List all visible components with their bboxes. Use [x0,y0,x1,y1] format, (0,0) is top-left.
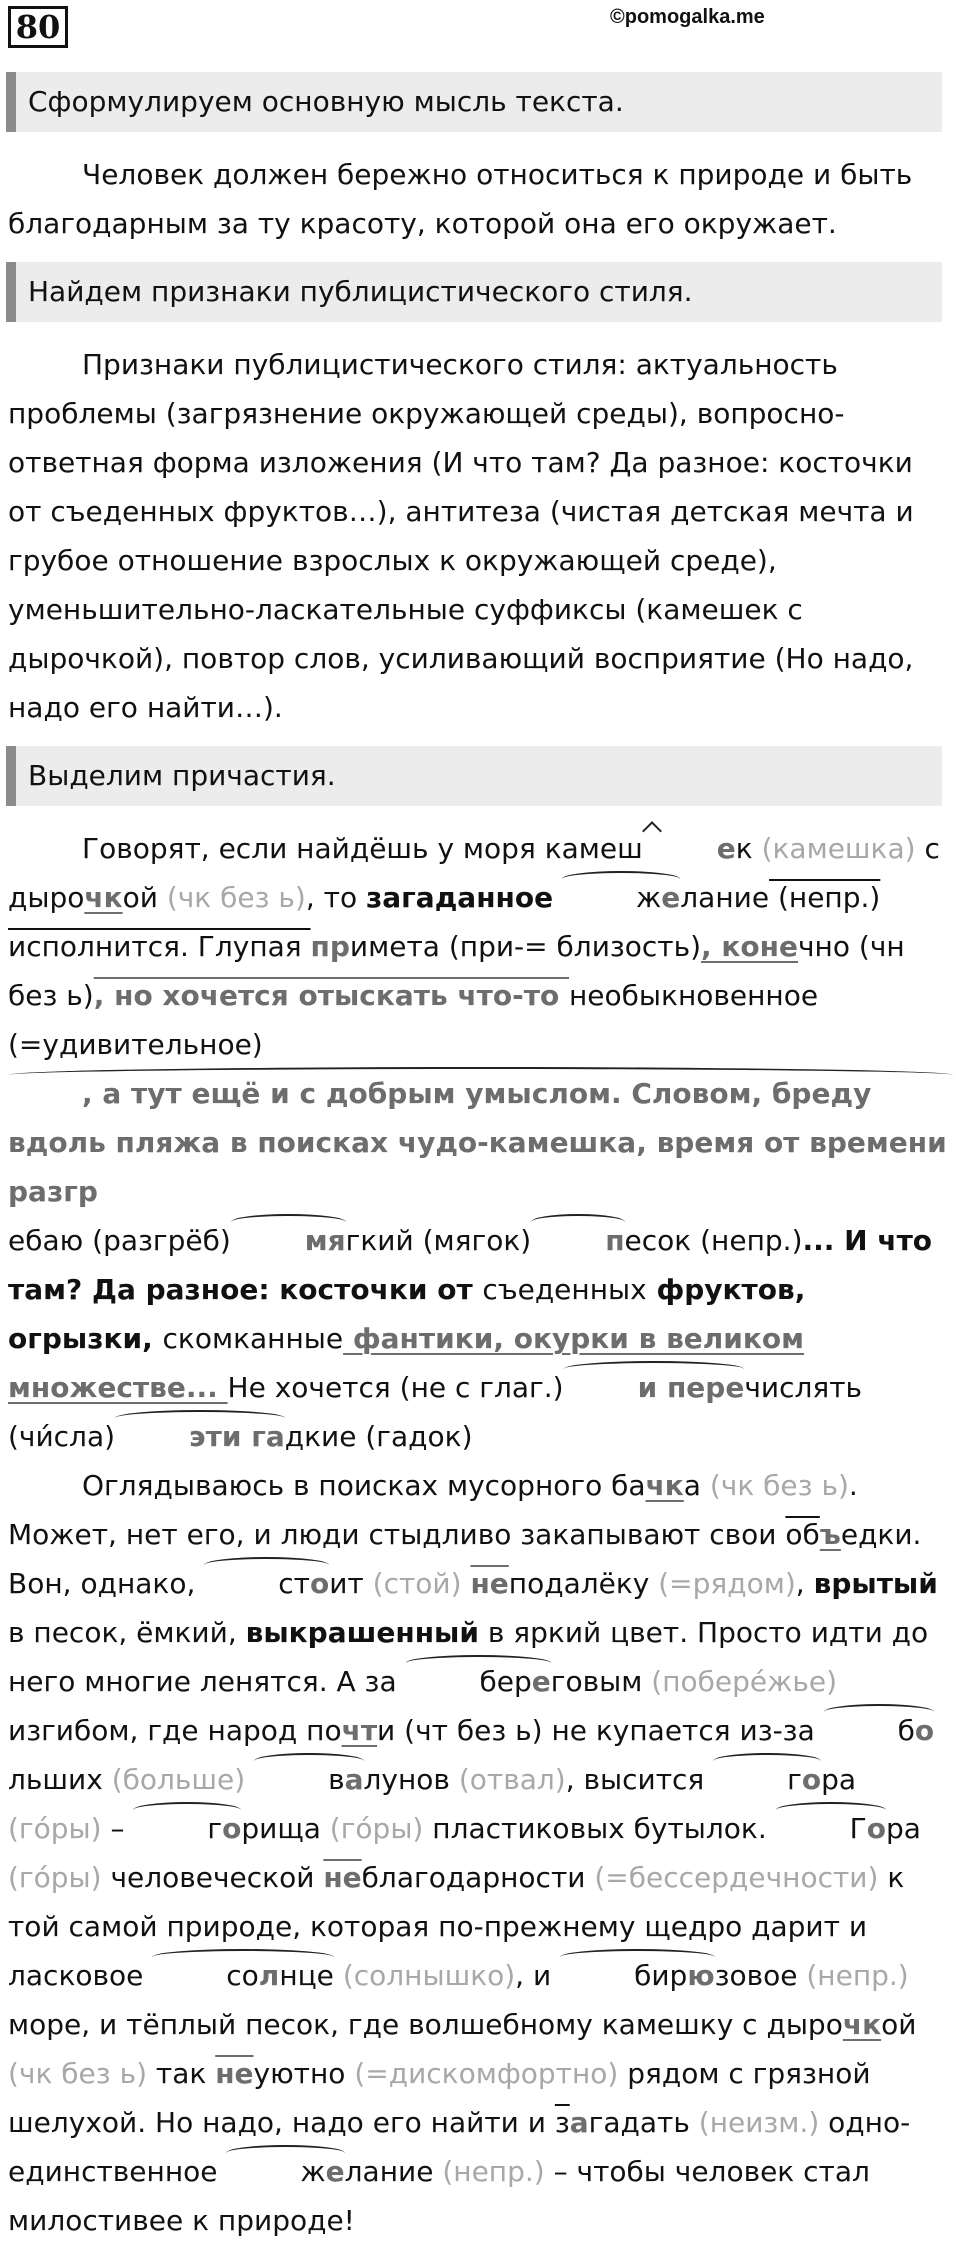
grammar-note: (чк без ь) [8,2057,147,2090]
grammar-note: (солнышко) [342,1959,516,1992]
marked-suffix: чк [84,881,123,914]
root-arc: бирю [560,1951,714,2000]
grammar-note: (го́ры) [329,1812,424,1845]
grammar-note: (непр.) [442,2155,545,2188]
grammar-note: (непр.) [806,1959,909,1992]
text-fragment: – чтобы человек стал милостивее к природе! [8,2155,870,2237]
marked-letter: о [866,1812,886,1845]
marked-prefix: не [215,2057,254,2090]
text-fragment: ра [885,1812,921,1845]
marked-letter: мя [304,1224,346,1257]
participle: ... И что там? Да разное: косточки от [8,1224,933,1306]
site-watermark: ©pomogalka.me [610,6,765,28]
text-fragment: в песок, ёмкий, [8,1616,246,1649]
text-fragment: в яркий цвет. Просто идти до него многие ленятся. А за [8,1616,929,1698]
text-fragment: . Может, нет его, и люди стыдливо закапывают свои [8,1469,858,1551]
text-fragment: е [624,1224,642,1257]
participle: фруктов, огрызки, [8,1273,806,1355]
text-fragment: лание [344,2155,434,2188]
marked-prefix: , но хочется отыскать что-то [93,979,569,1012]
marked-letter: ъ [819,1518,841,1551]
text-fragment: едки [840,1518,913,1551]
marked-letter: е [531,1665,551,1698]
root-arc: же [562,873,680,922]
text-fragment: Оглядываюсь в поисках мусорного ба [82,1469,646,1502]
page-number: 80 [8,6,68,48]
grammar-note: (го́ры) [8,1812,102,1845]
marked-prefix: не [323,1861,362,1894]
grammar-note: (больше) [111,1763,246,1796]
marked-suffix: , коне [701,930,799,963]
style-features-text: Признаки публицистического стиля: актуальность проблемы (загрязнение окружающей среды), вопросно-ответная форма изложения (И что там? Да разное: косточки от съеденных фруктов…), антитеза (чистая детская мечта и грубое отношение взрослых к окружающей среде), уменьшительно-ласкательные суффиксы (камешек с дырочкой), повтор слов, усиливающий восприятие (Но надо, надо его найти…). [8,348,914,724]
text-fragment: ра [821,1763,857,1796]
marked-particle: фантики, окурки в великом множестве... [8,1322,805,1404]
text-fragment: рядом с грязной шелухой. Но надо, надо его найти и [8,2057,871,2139]
text-fragment: ой [881,2008,917,2041]
marked-letter: ю [687,1959,715,1992]
text-fragment: (не с глаг.) [399,1371,564,1404]
analysis-paragraph-2 [0,1461,960,2245]
root-arc: же [226,2147,344,2196]
section-heading-style-features: Найдем признаки публицистического стиля. [6,262,942,322]
text-fragment: человеческой [101,1861,324,1894]
root-arc: го [713,1755,821,1804]
marked-letter: а [344,1763,364,1796]
root-arc: бо [824,1706,935,1755]
text-fragment: Говорят, если найдёшь у моря камеш [82,832,643,865]
text-fragment: пластиковых бутылок. [423,1812,776,1845]
root-arc: го [133,1804,241,1853]
marked-letter: и пере [564,1363,745,1412]
grammar-note [440,930,449,963]
text-fragment: зовое [714,1959,798,1992]
marked-letter: пр [310,930,350,963]
participle: выкрашенный [245,1616,479,1649]
marked-letter: е [643,824,736,873]
root-arc: сто [204,1559,329,1608]
text-fragment: льших [8,1763,103,1796]
marked-letter: о [309,1567,330,1600]
grammar-note [391,1371,400,1404]
text-fragment: а [683,1469,701,1502]
text-fragment: к [735,832,753,865]
text-fragment: ой [122,881,158,914]
section-heading-main-idea: Сформулируем основную мысль текста. [6,72,942,132]
text-fragment: (чн без ь) [8,930,905,1012]
text-fragment: гадать [588,2106,690,2139]
text-fragment: лание [680,881,770,914]
text-fragment: с дыро [8,832,940,914]
marked-prefix: не [470,1567,509,1600]
grammar-note [850,930,859,963]
marked-letter: , а тут ещё и с добрым умыслом. Словом, бреду вдоль пляжа в поисках чудо-камешка, время от времени разгр [8,1069,954,1216]
grammar-note: (отвал) [458,1763,566,1796]
marked-letter: л [258,1959,280,1992]
root-arc: солнце [152,1951,334,2000]
text-fragment: , и [515,1959,561,1992]
text-fragment: к той самой природе, которая по-прежнему щедро дарит и ласковое [8,1861,905,1992]
text-fragment: (при-= близость) [448,930,702,963]
grammar-note: (=бессердечности) [594,1861,879,1894]
marked-suffix: чк [842,2008,882,2041]
text-fragment: уютно [253,2057,346,2090]
page-header [0,0,960,60]
text-fragment: благодарности [361,1861,586,1894]
section-heading-participles: Выделим причастия. [6,746,942,806]
marked-letter: эти га [115,1412,285,1461]
marked-letter: о [222,1812,242,1845]
text-fragment: . Вон, однако, [8,1518,922,1600]
grammar-note: (=дискомфортно) [354,2057,619,2090]
text-fragment: одно-единственное [8,2106,911,2188]
text-fragment: (непр.) [700,1224,803,1257]
text-fragment: съеденных [482,1273,647,1306]
grammar-note: (чк без ь) [709,1469,849,1502]
analysis-paragraph-1: Говорят, если найдёшь у моря камеш ек (камешка) с дырочкой (чк без ь), то загаданное желание (непр.) исполнится. Глупая примета (при-= близость), конечно (чн без ь), но хочется отыскать что-то необыкновенное (=удивительное), а тут ещё и с добрым умыслом. Словом, бреду вдоль пляжа в поисках чудо-камешка, время от времени разгребаю (разгрёб) мягкий (мягок) песок (непр.)... И что там? Да разное: косточки от съеденных фруктов, огрызки, скомканные фантики, окурки в великом множестве... Не хочется (не с глаг.) и перечислять (чи́сла) эти гадкие (гадок) [0,824,960,1461]
text-fragment: так [147,2057,216,2090]
marked-suffix: чк [645,1469,684,1502]
root-arc [231,1216,346,1265]
text-fragment: скомканные [162,1322,344,1355]
solution-content [0,72,960,2245]
grammar-note [414,1224,423,1257]
grammar-note: (камешка) [761,832,916,865]
marked-letter: а [569,2106,589,2139]
grammar-note: (побере́жье) [651,1665,837,1698]
root-arc: ва [254,1755,363,1804]
text-fragment: (=удивительное) [8,1028,263,1061]
participle: врытый [813,1567,938,1600]
marked-letter: е [661,881,681,914]
grammar-note: (стой) [372,1567,462,1600]
text-fragment: чи [744,1371,780,1404]
text-fragment: не [568,979,605,1012]
text-fragment: говым [550,1665,643,1698]
text-fragment: е [8,1224,26,1257]
marked-suffix: чт [341,1714,378,1747]
text-fragment: чн [798,930,833,963]
text-fragment: , высится [565,1763,714,1796]
text-fragment: подалёку [508,1567,650,1600]
text-fragment: (чт без ь) не купается из-за [395,1714,824,1747]
grammar-note [83,1224,92,1257]
main-idea-text: Человек должен бережно относиться к природе и быть благодарным за ту красоту, которой она его окружает. [8,158,913,240]
text-fragment: изгибом, где народ по [8,1714,342,1747]
text-fragment: и [349,930,369,963]
text-fragment: , то [305,881,366,914]
marked-letter: е [325,2155,345,2188]
text-fragment: Не х [227,1371,292,1404]
grammar-note: (го́ры) [8,1861,102,1894]
marked-prefix: (непр.) исполнится. Глупая [8,881,881,963]
text-fragment: (гадок) [365,1420,473,1453]
grammar-note: (=рядом) [658,1567,796,1600]
marked-prefix: об [785,1518,820,1551]
text-fragment: рища [241,1812,321,1845]
grammar-note: (чк без ь) [166,881,306,914]
root-arc: бере [406,1657,551,1706]
text-fragment: – [101,1812,134,1845]
grammar-note: (неизм.) [698,2106,820,2139]
root-arc [531,1216,624,1265]
text-fragment: , [795,1567,814,1600]
text-fragment: (чи́сла) [8,1420,116,1453]
text-fragment: д [284,1420,305,1453]
marked-letter: п [605,1224,625,1257]
text-fragment: ит [329,1567,364,1600]
marked-prefix: з [554,2106,570,2139]
grammar-note [691,1224,700,1257]
marked-letter: о [914,1714,935,1747]
text-fragment: и [377,1714,396,1747]
participle: загаданное [366,881,554,914]
marked-letter: о [801,1763,822,1796]
text-fragment: г [345,1224,361,1257]
root-arc: Го [776,1804,886,1853]
text-fragment: море, и тёплый песок, где волшебному камешку с дыро [8,2008,843,2041]
text-fragment: лунов [363,1763,450,1796]
